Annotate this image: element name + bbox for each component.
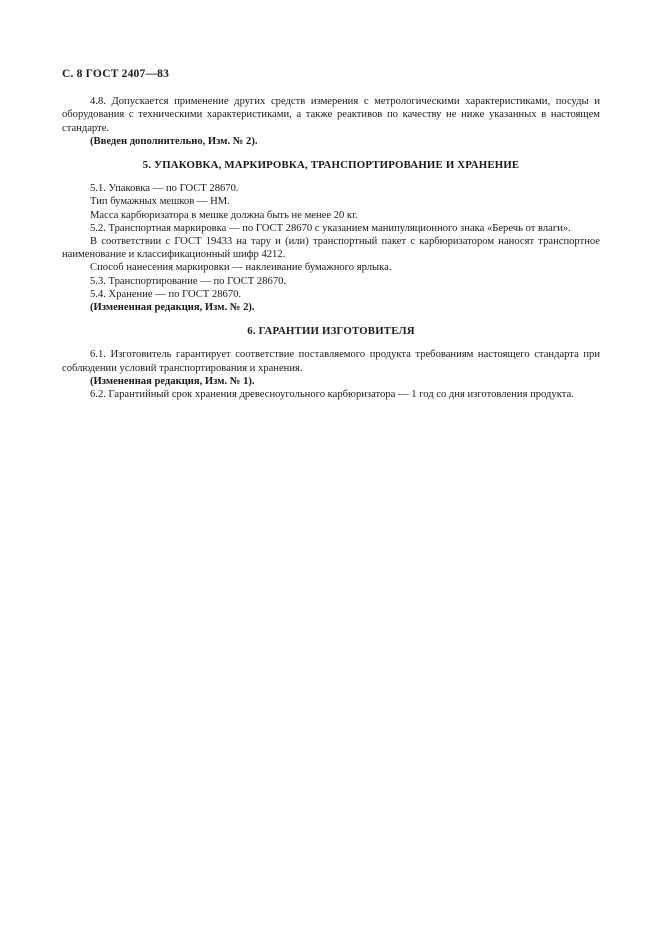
paragraph-6-2: 6.2. Гарантийный срок хранения древесноугольного карбюризатора — 1 год со дня изготовления продукта.	[90, 389, 574, 401]
amendment-note-6-1: (Измененная редакция, Изм. № 1).	[90, 375, 255, 387]
section-6-title: 6. ГАРАНТИИ ИЗГОТОВИТЕЛЯ	[247, 325, 415, 338]
paragraph-6-1: 6.1. Изготовитель гарантирует соответствие поставляемого продукта требованиям настоящего стандарта при соблюдении условий транспортирования и хранения.	[62, 349, 600, 374]
paragraph-5-3: 5.3. Транспортирование — по ГОСТ 28670.	[90, 275, 287, 287]
paragraph-5-4: 5.4. Хранение — по ГОСТ 28670.	[90, 288, 242, 300]
page-header: С. 8 ГОСТ 2407—83	[62, 68, 170, 80]
paragraph-5-1: 5.1. Упаковка — по ГОСТ 28670.	[90, 183, 239, 195]
paragraph-4-8: 4.8. Допускается применение других средств измерения с метрологическими характеристиками, посуды и оборудования с техническими характеристиками, а также реактивов по качеству не ниже указанных в настоящем стандарте.	[62, 96, 600, 134]
paragraph-5-2-method: Способ нанесения маркировки — наклеивание бумажного ярлыка.	[90, 262, 392, 274]
amendment-note-5: (Измененная редакция, Изм. № 2).	[90, 302, 255, 314]
section-5-title: 5. УПАКОВКА, МАРКИРОВКА, ТРАНСПОРТИРОВАНИЕ И ХРАНЕНИЕ	[142, 159, 520, 172]
document-page	[62, 68, 600, 401]
paragraph-5-2-gost-19433: В соответствии с ГОСТ 19433 на тару и (или) транспортный пакет с карбюризатором наносят транспортное наименование и классификационный шифр 4212.	[62, 236, 600, 261]
paragraph-5-1-mass: Масса карбюризатора в мешке должна быть не менее 20 кг.	[90, 209, 358, 221]
paragraph-5-2: 5.2. Транспортная маркировка — по ГОСТ 28670 с указанием манипуляционного знака «Беречь от влаги».	[90, 222, 571, 234]
amendment-note-4-8: (Введен дополнительно, Изм. № 2).	[90, 135, 258, 147]
paragraph-5-1-bag-type: Тип бумажных мешков — НМ.	[90, 196, 230, 208]
